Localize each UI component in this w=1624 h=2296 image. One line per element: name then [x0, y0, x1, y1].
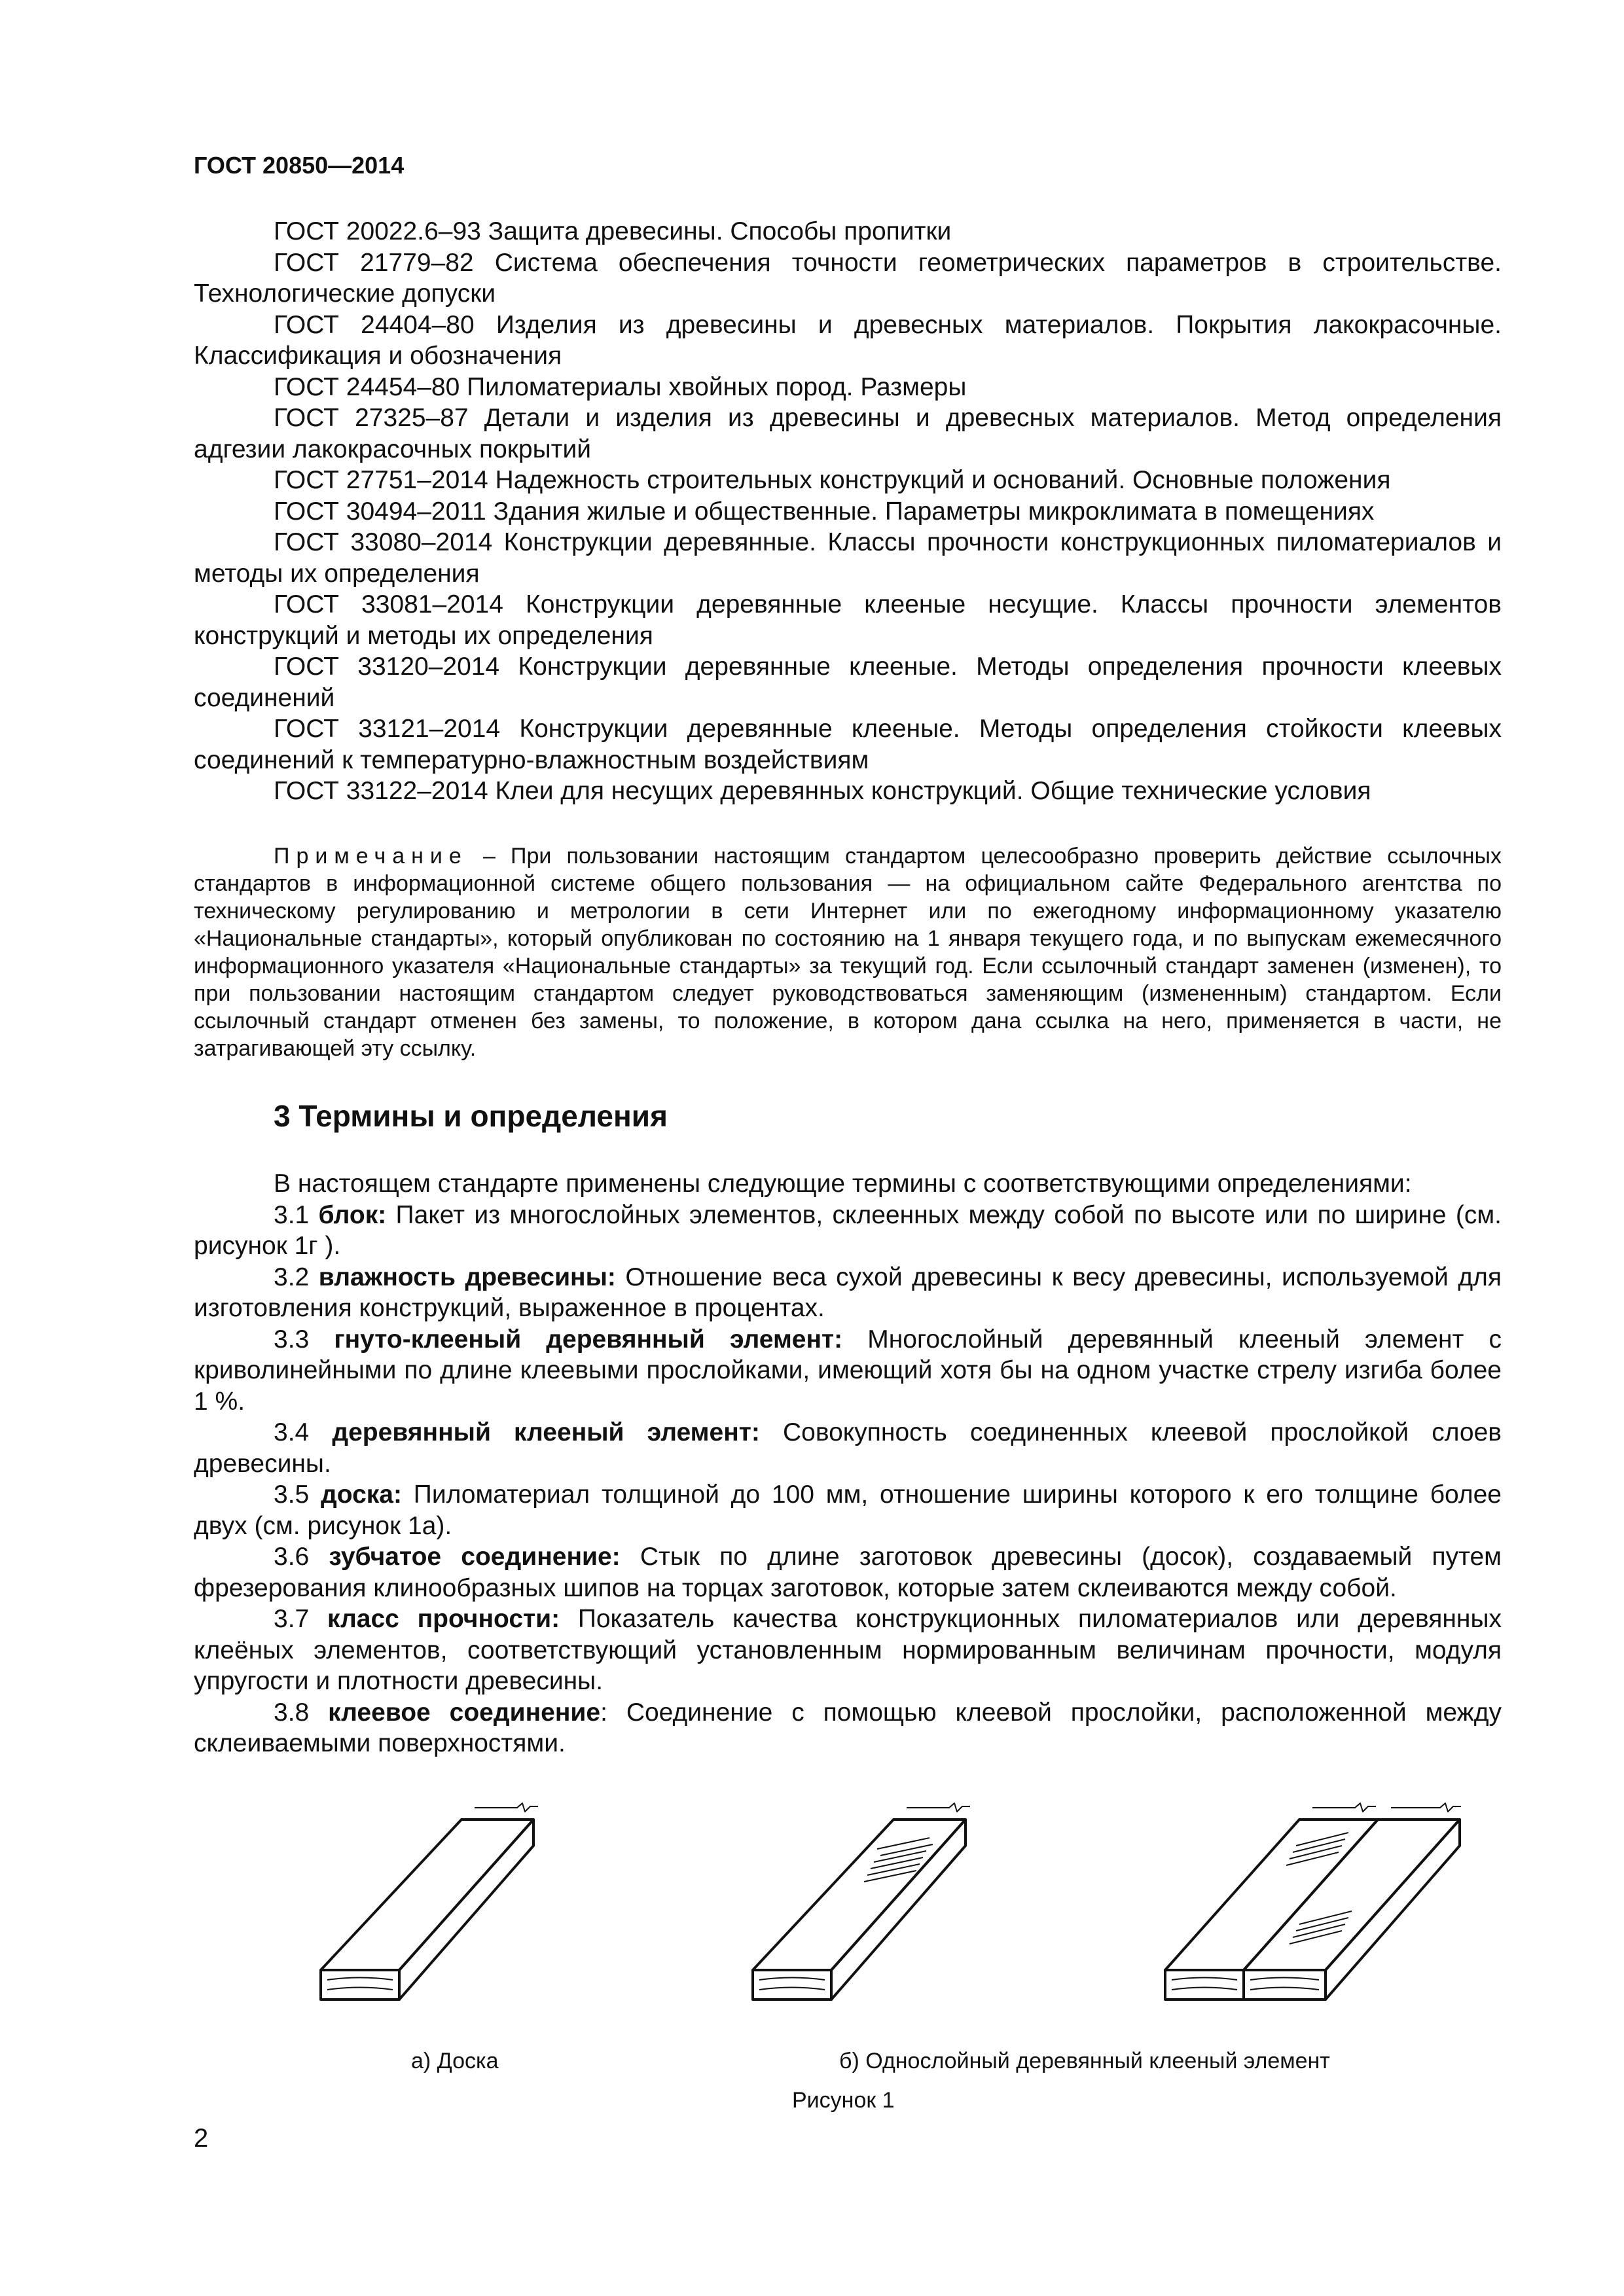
reference-item: ГОСТ 27325–87 Детали и изделия из древесины и древесных материалов. Метод определения адгезии лакокрасочных покрытий [194, 404, 1502, 463]
page-number: 2 [194, 2124, 209, 2153]
board-drawing [321, 1803, 538, 2000]
reference-item: ГОСТ 27751–2014 Надежность строительных конструкций и оснований. Основные положения [274, 466, 1391, 494]
figure-title: Рисунок 1 [792, 2088, 895, 2113]
term-definition: Совокупность соединенных клеевой прослойкой слоев древесины. [194, 1418, 1502, 1478]
reference-item: ГОСТ 24404–80 Изделия из древесины и древесных материалов. Покрытия лакокрасочные. Классификация и обозначения [194, 310, 1502, 370]
term-name: блок: [318, 1200, 387, 1229]
term-definition: Отношение веса сухой древесины к весу древесины, используемой для изготовления конструкций, выраженное в процентах. [194, 1263, 1502, 1322]
document-header: ГОСТ 20850—2014 [194, 152, 405, 179]
reference-item: ГОСТ 33120–2014 Конструкции деревянные клееные. Методы определения прочности клеевых соединений [194, 653, 1502, 712]
section-title: 3 Термины и определения [274, 1099, 668, 1133]
terms-list [194, 1168, 1502, 1759]
glued-block-drawing [1165, 1803, 1461, 2000]
reference-item: ГОСТ 33121–2014 Конструкции деревянные клееные. Методы определения стойкости клеевых соединений к температурно-влажностным воздействиям [194, 715, 1502, 774]
single-layer-element-drawing [753, 1803, 970, 2000]
term-definition: Многослойный деревянный клееный элемент с криволинейными по длине клеевыми прослойками, имеющий хотя бы на одном участке стрелу изгиба более 1 %. [194, 1325, 1502, 1416]
term-name: доска: [321, 1480, 402, 1509]
term-number: 3.3 [274, 1325, 310, 1354]
term-definition: Показатель качества конструкционных пиломатериалов или деревянных клеёных элементов, соответствующий установленным нормированным величинам прочности, модуля упругости и плотности древесины. [194, 1605, 1502, 1695]
note-text: – При пользовании настоящим стандартом целесообразно проверить действие ссылочных стандартов в информационной системе общего пользования — на официальном сайте Федерального агентства по техническому регулированию и метрологии в сети Интернет или по ежегодному информационному указателю «Национальные стандарты», который опубликован по состоянию на 1 января текущего года, и по выпускам ежемесячного информационного указателя «Национальные стандарты» за текущий год. Если ссылочный стандарт заменен (изменен), то при пользовании настоящим стандартом следует руководствоваться заменяющим (измененным) стандартом. Если ссылочный стандарт отменен без замены, то положение, в котором дана ссылка на него, применяется в части, не затрагивающей эту ссылку. [194, 844, 1502, 1061]
reference-item: ГОСТ 33081–2014 Конструкции деревянные клееные несущие. Классы прочности элементов конструкций и методы их определения [194, 590, 1502, 650]
term-item [194, 1479, 1502, 1541]
term-number: 3.7 [274, 1605, 310, 1633]
note-block [194, 842, 1502, 1062]
term-number: 3.2 [274, 1263, 310, 1291]
term-number: 3.5 [274, 1480, 310, 1509]
figure-1-drawings [301, 1767, 1512, 2042]
figure-caption-a: а) Доска [411, 2049, 499, 2073]
reference-item: ГОСТ 33080–2014 Конструкции деревянные. Классы прочности конструкционных пиломатериалов и методы их определения [194, 528, 1502, 588]
term-item [194, 1604, 1502, 1697]
term-item [194, 1200, 1502, 1262]
term-item [194, 1262, 1502, 1324]
reference-item: ГОСТ 20022.6–93 Защита древесины. Способы пропитки [274, 217, 952, 245]
term-name: влажность древесины: [318, 1263, 616, 1291]
term-item [194, 1697, 1502, 1759]
term-item [194, 1417, 1502, 1479]
figure-caption-b: б) Однослойный деревянный клееный элемент [839, 2049, 1330, 2073]
reference-item: ГОСТ 30494–2011 Здания жилые и общественные. Параметры микроклимата в помещениях [274, 497, 1375, 526]
term-definition: Пакет из многослойных элементов, склеенных между собой по высоте или по ширине (см. рисунок 1г ). [194, 1200, 1502, 1260]
term-name: клеевое соединение [328, 1698, 601, 1727]
term-definition: Стык по длине заготовок древесины (досок), создаваемый путем фрезерования клинообразных шипов на торцах заготовок, которые затем склеиваются между собой. [194, 1543, 1502, 1602]
term-name: зубчатое соединение: [329, 1543, 621, 1571]
reference-list [194, 216, 1502, 807]
term-definition: Пиломатериал толщиной до 100 мм, отношение ширины которого к его толщине более двух (см. рисунок 1а). [194, 1480, 1502, 1540]
term-number: 3.1 [274, 1200, 310, 1229]
reference-item: ГОСТ 24454–80 Пиломатериалы хвойных пород. Размеры [274, 372, 967, 401]
term-definition: : Соединение с помощью клеевой прослойки, расположенной между склеиваемыми поверхностями. [194, 1698, 1502, 1757]
reference-item: ГОСТ 21779–82 Система обеспечения точности геометрических параметров в строительстве. Технологические допуски [194, 248, 1502, 308]
term-name: класс прочности: [327, 1605, 560, 1633]
term-number: 3.6 [274, 1543, 310, 1571]
term-number: 3.8 [274, 1698, 310, 1727]
reference-item: ГОСТ 33122–2014 Клеи для несущих деревянных конструкций. Общие технические условия [274, 777, 1371, 805]
term-item [194, 1541, 1502, 1604]
term-name: деревянный клееный элемент: [332, 1418, 760, 1446]
term-item [194, 1324, 1502, 1418]
term-number: 3.4 [274, 1418, 310, 1446]
term-name: гнуто-клееный деревянный элемент: [334, 1325, 843, 1354]
note-label: Примечание [274, 844, 468, 869]
section-intro: В настоящем стандарте применены следующие термины с соответствующими определениями: [274, 1170, 1412, 1198]
